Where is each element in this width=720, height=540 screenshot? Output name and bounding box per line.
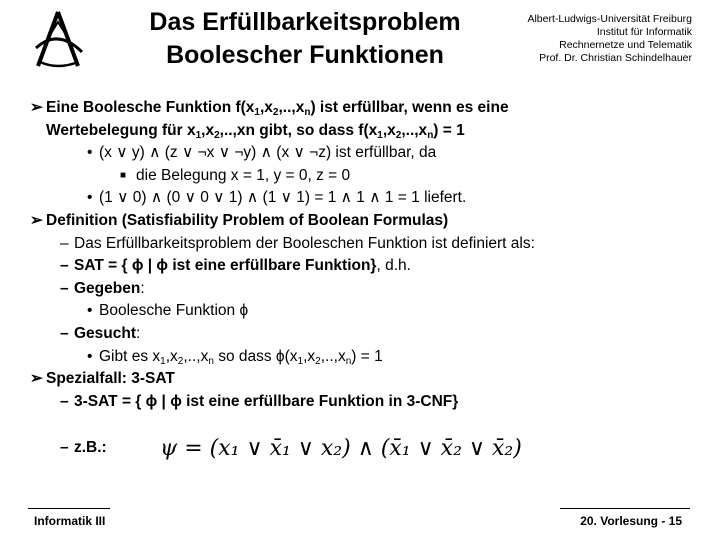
arrow-bullet-icon: ➢ [30, 211, 43, 229]
title-line-2: Boolescher Funktionen [166, 41, 444, 69]
bullet-3: ➢ Spezialfall: 3-SAT [30, 368, 700, 391]
bullet-2: ➢ Definition (Satisfiability Problem of Boolean Formulas) [30, 210, 700, 233]
square-bullet-icon: ■ [120, 169, 127, 181]
footer-rule-left [28, 508, 110, 509]
given-item: • Boolesche Funktion ϕ [30, 300, 700, 323]
institution-line: Rechnernetze und Telematik [559, 39, 692, 51]
bullet-1: ➢ Eine Boolesche Funktion $f(x_1,x_2,..,x_n)$ ist erfüllbar, wenn es eine [30, 99, 509, 118]
university-seal-icon [28, 8, 88, 74]
dot-bullet-icon: • [87, 347, 93, 365]
arrow-bullet-icon: ➢ [30, 99, 43, 116]
institution-line: Institut für Informatik [596, 26, 692, 38]
example-label: – z.B.: [60, 439, 107, 457]
footer-page: 20. Vorlesung - 15 [580, 514, 682, 528]
dot-bullet-icon: • [87, 302, 93, 320]
dot-bullet-icon: • [87, 189, 93, 207]
example-formula: • (x ∨ y) ∧ (z ∨ ¬x ∨ ¬y) ∧ (x ∨ ¬z) ist erfüllbar, da [30, 142, 700, 165]
institution-line: Albert-Ludwigs-Universität Freiburg [527, 13, 692, 25]
arrow-bullet-icon: ➢ [30, 370, 43, 388]
sought-item: • Gibt es $x_1,x_2,..,x_n$ so dass $\phi(x_1,x_2,..,x_n) = 1$ [87, 347, 383, 367]
sought-heading: – Gesucht: [60, 324, 141, 342]
title-line-1: Das Erfüllbarkeitsproblem [149, 8, 461, 36]
example-assignment: ■ die Belegung x = 1, y = 0, z = 0 [30, 165, 700, 188]
sat-definition: – SAT = { ϕ | ϕ ist eine erfüllbare Funktion}, d.h. [60, 257, 411, 275]
slide-content [30, 97, 700, 460]
example-result: • (1 ∨ 0) ∧ (0 ∨ 0 ∨ 1) ∧ (1 ∨ 1) = 1 ∧ 1 ∧ 1 = 1 liefert. [30, 187, 700, 210]
definition-line: – Das Erfüllbarkeitsproblem der Booleschen Funktion ist definiert als: [60, 234, 535, 252]
given-heading: – Gegeben: [60, 279, 145, 297]
institution-line: Prof. Dr. Christian Schindelhauer [539, 52, 692, 64]
3sat-definition: – 3-SAT = { ϕ | ϕ ist eine erfüllbare Funktion in 3-CNF} [60, 392, 459, 410]
footer-course: Informatik III [34, 514, 106, 528]
institution-info [452, 13, 692, 65]
bullet-1-cont: Wertebelegung für $x_1,x_2,..,xn$ gibt, so dass $f(x_1,x_2,..,x_n) = 1$ [46, 121, 465, 141]
page-title [110, 6, 500, 72]
footer-rule-right [560, 508, 690, 509]
dot-bullet-icon: • [87, 144, 93, 162]
example-3cnf-formula: ψ = (x₁ ∨ x̄₁ ∨ x₂) ∧ (x̄₁ ∨ x̄₂ ∨ x̄₂) [160, 436, 522, 461]
